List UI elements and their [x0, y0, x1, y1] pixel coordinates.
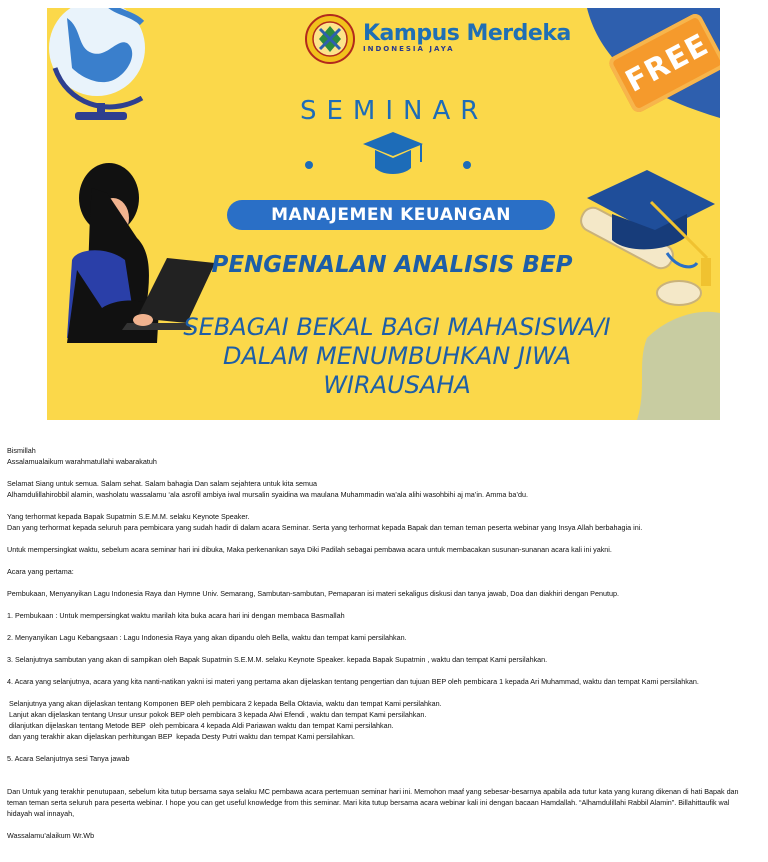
free-badge: FREE [607, 11, 720, 115]
seminar-poster [47, 8, 720, 420]
logo-subtext: INDONESIA JAYA [363, 44, 571, 54]
seminar-word: SEMINAR [300, 96, 489, 126]
university-seal-icon [305, 14, 355, 64]
diploma-and-cap-illustration [577, 170, 715, 305]
poster-headline [177, 313, 617, 400]
headline-line-3: WIRAUSAHA [323, 371, 471, 399]
agenda-subitem: Lanjut akan dijelaskan tentang Unsur unsur pokok BEP oleh pembicara 3 kepada Alwi Efendi , waktu dan tempat Kami persilahkan. [7, 710, 427, 719]
agenda-item: 4. Acara yang selanjutnya, acara yang kita nanti-natikan yakni isi materi yang pertama akan dijelaskan tentang pengertian dan tujuan BEP oleh pembicara 1 kepada Ari Muhammad, waktu dan tempat Kami persilahkan. [7, 677, 699, 686]
poster-subtitle: PENGENALAN ANALISIS BEP [211, 252, 573, 278]
opening-line: Selamat Siang untuk semua. Salam sehat. Salam bahagia Dan salam sejahtera untuk kita semua [7, 479, 318, 488]
agenda-subitem: dilanjutkan dijelaskan tentang Metode BEP oleh pembicara 4 kepada Aldi Pariawan waktu dan tempat Kami persilahkan. [7, 721, 394, 730]
agenda-summary: Pembukaan, Menyanyikan Lagu Indonesia Raya dan Hymne Univ. Semarang, Sambutan-sambutan, Pemaparan isi materi sekaligus diskusi dan tanya jawab, Doa dan diakhiri dengan Penutup. [7, 589, 619, 598]
honor-line: Dan yang terhormat kepada seluruh para pembicara yang sudah hadir di dalam acara Seminar. Serta yang terhormat kepada Bapak dan teman teman peserta webinar yang Insya Allah berbahagia ini. [7, 523, 643, 532]
greeting-line: Bismillah [7, 446, 36, 455]
agenda-item: 3. Selanjutnya sambutan yang akan di sampikan oleh Bapak Supatmin S.E.M.M. selaku Keynote Speaker. kepada Bapak Supatmin , waktu dan tempat Kami persilahkan. [7, 655, 548, 664]
headline-line-1: SEBAGAI BEKAL BAGI MAHASISWA/I [183, 313, 611, 341]
greeting-line: Assalamualaikum warahmatullahi wabarakatuh [7, 457, 157, 466]
agenda-item: 2. Menyanyikan Lagu Kebangsaan : Lagu Indonesia Raya yang akan dipandu oleh Bella, waktu dan tempat kami persilahkan. [7, 633, 407, 642]
agenda-item: 1. Pembukaan : Untuk mempersingkat waktu marilah kita buka acara hari ini dengan membaca Basmallah [7, 611, 345, 620]
agenda-subitem: dan yang terakhir akan dijelaskan perhitungan BEP kepada Desty Putri waktu dan tempat Kami persilahkan. [7, 732, 355, 741]
headline-line-2: DALAM MENUMBUHKAN JIWA [222, 342, 572, 370]
agenda-item: 5. Acara Selanjutnya sesi Tanya jawab [7, 754, 130, 763]
closing-paragraph: Dan Untuk yang terakhir penutupaan, sebelum kita tutup bersama saya selaku MC pembawa acara pertemuan seminar hari ini. Memohon maaf yang sebesar-besarnya apabila ada tutur kata yang kurang dikenan di hati Bapak dan teman teman serta seluruh para peserta webinar. I hope you can get useful knowledge from this seminar. Mari kita tutup bersama acara webinar kali ini dengan bacaan Hamdallah. “Alhamdulillahi Rabbil Alamin”. Billahittaufik wal hidayah wal innayah, [7, 787, 741, 818]
globe-icon [49, 8, 145, 120]
intro-paragraph: Untuk mempersingkat waktu, sebelum acara seminar hari ini dibuka, Maka perkenankan saya Diki Padilah sebagai pembawa acara untuk membacakan susunan-sunanan acara kali ini yakni. [7, 545, 612, 554]
honor-line: Yang terhormat kepada Bapak Supatmin S.E.M.M. selaku Keynote Speaker. [7, 512, 250, 521]
logo-text: Kampus Merdeka [363, 21, 571, 46]
topic-pill: MANAJEMEN KEUANGAN [227, 200, 555, 230]
kampus-merdeka-wordmark [363, 21, 571, 54]
mc-script [7, 445, 747, 841]
farewell-line: Wassalamu’alaikum Wr.Wb [7, 831, 95, 840]
agenda-subitem: Selanjutnya yang akan dijelaskan tentang Komponen BEP oleh pembicara 2 kepada Bella Oktavia, waktu dan tempat Kami persilahkan. [7, 699, 442, 708]
agenda-title: Acara yang pertama: [7, 567, 74, 576]
kampus-merdeka-logo [305, 14, 571, 64]
opening-line: Alhamdulillahirobbil alamin, washolatu wassalamu ‘ala asrofil ambiya iwal mursalin syaidina wa maulana Muhammadin wa’ala alihi wasohbihi aj ma’in. Amma ba’du. [7, 490, 528, 499]
